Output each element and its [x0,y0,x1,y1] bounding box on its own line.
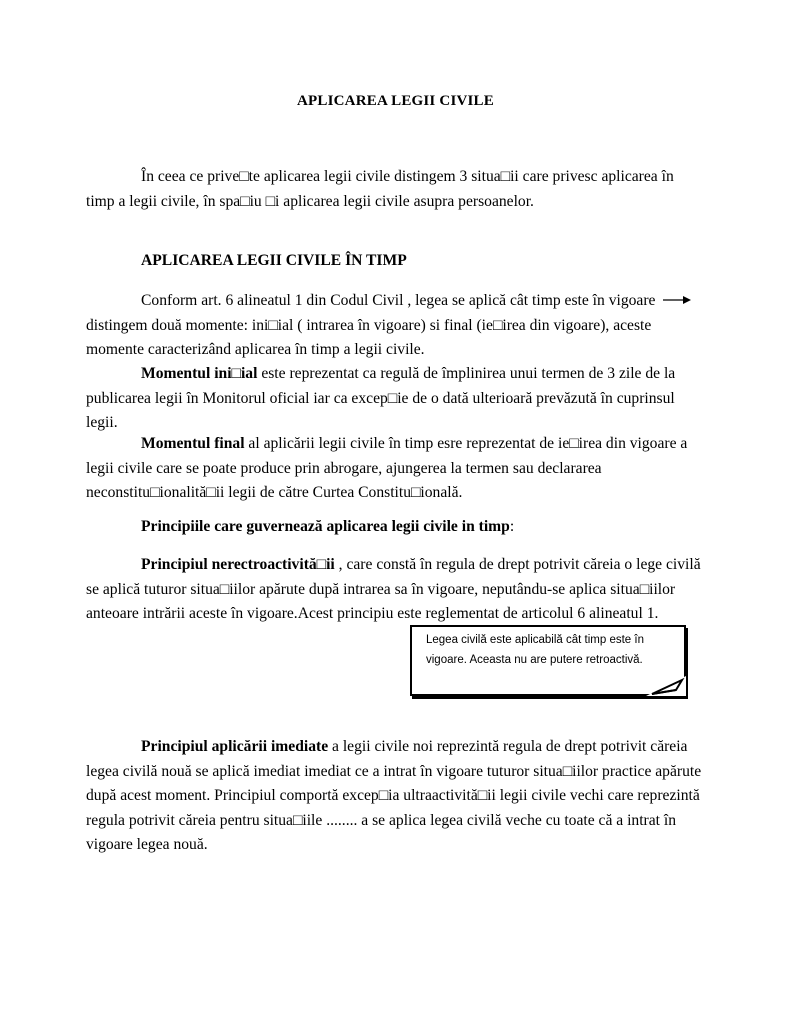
aplicare-imediata-text: a legii civile noi reprezintă regula de drept potrivit căreia legea civilă nouă se aplică imediat imediat ce a intrat în vigoare tuturor situa□iilor practice apărute după acest moment. Principiul comportă excep□ia ultraactivită□ii legii civile vechi care reprezintă regula potrivit căreia pentru situa□iile ........ a se aplica legea civilă veche cu toate că a intrat în vigoare legea nouă. [86,738,702,853]
intro-paragraph: În ceea ce prive□te aplicarea legii civile distingem 3 situa□ii care privesc aplicarea în timp a legii civile, în spa□iu □i aplicarea legii civile asupra persoanelor. [86,168,674,210]
conform-text-a: Conform art. 6 alineatul 1 din Codul Civil , legea se aplică cât timp este în vigoare [141,292,656,309]
principii-heading [86,515,706,540]
moment-initial-text: este reprezentat ca regulă de împlinirea unui termen de 3 zile de la publicarea legii în Monitorul oficial iar ca excep□ie de o dată ulterioară prevăzută în cuprinsul legii. [86,365,676,431]
principii-heading-text: Principiile care guvernează aplicarea legii civile in timp [141,518,510,535]
page-curl-icon [646,676,686,696]
arrow-right-icon [663,295,691,305]
aplicare-imediata-paragraph [86,735,706,858]
moment-final-term: Momentul final [141,435,245,452]
callout-text: Legea civilă este aplicabilă cât timp este în vigoare. Aceasta nu are putere retroactivă. [426,634,644,666]
nerectroactivitate-term: Principiul nerectroactivită□ii [141,556,335,573]
moment-final-text: al aplicării legii civile în timp esre reprezentat de ie□irea din vigoare a legii civile care se poate produce prin abrogare, ajungerea la termen sau declararea neconstitu□ionalită□ii legii de către Curtea Constitu□ională. [86,435,688,501]
conform-paragraph [86,289,706,363]
aplicare-imediata-term: Principiul aplicării imediate [141,738,329,755]
moment-initial-term: Momentul ini□ial [141,365,258,382]
moment-final-paragraph [86,432,706,506]
moment-initial-paragraph [86,362,706,436]
conform-text-b: distingem două momente: ini□ial ( intrarea în vigoare) si final (ie□irea din vigoare), aceste momente caracterizând aplicarea în timp a legii civile. [86,316,652,358]
section-heading-timp: APLICAREA LEGII CIVILE ÎN TIMP [141,252,407,269]
principii-colon: : [509,518,515,535]
document-title: APLICAREA LEGII CIVILE [297,93,494,109]
nerectroactivitate-paragraph [86,553,706,627]
nerectroactivitate-text: , care constă în regula de drept potrivit căreia o lege civilă se aplică tuturor situa□iilor apărute după intrarea sa în vigoare, neputându-se aplica situa□iilor anteoare intrării aceste în vigoare.Acest principiu este reglementat de articolul 6 alineatul 1. [86,556,701,622]
callout-note [410,625,686,696]
